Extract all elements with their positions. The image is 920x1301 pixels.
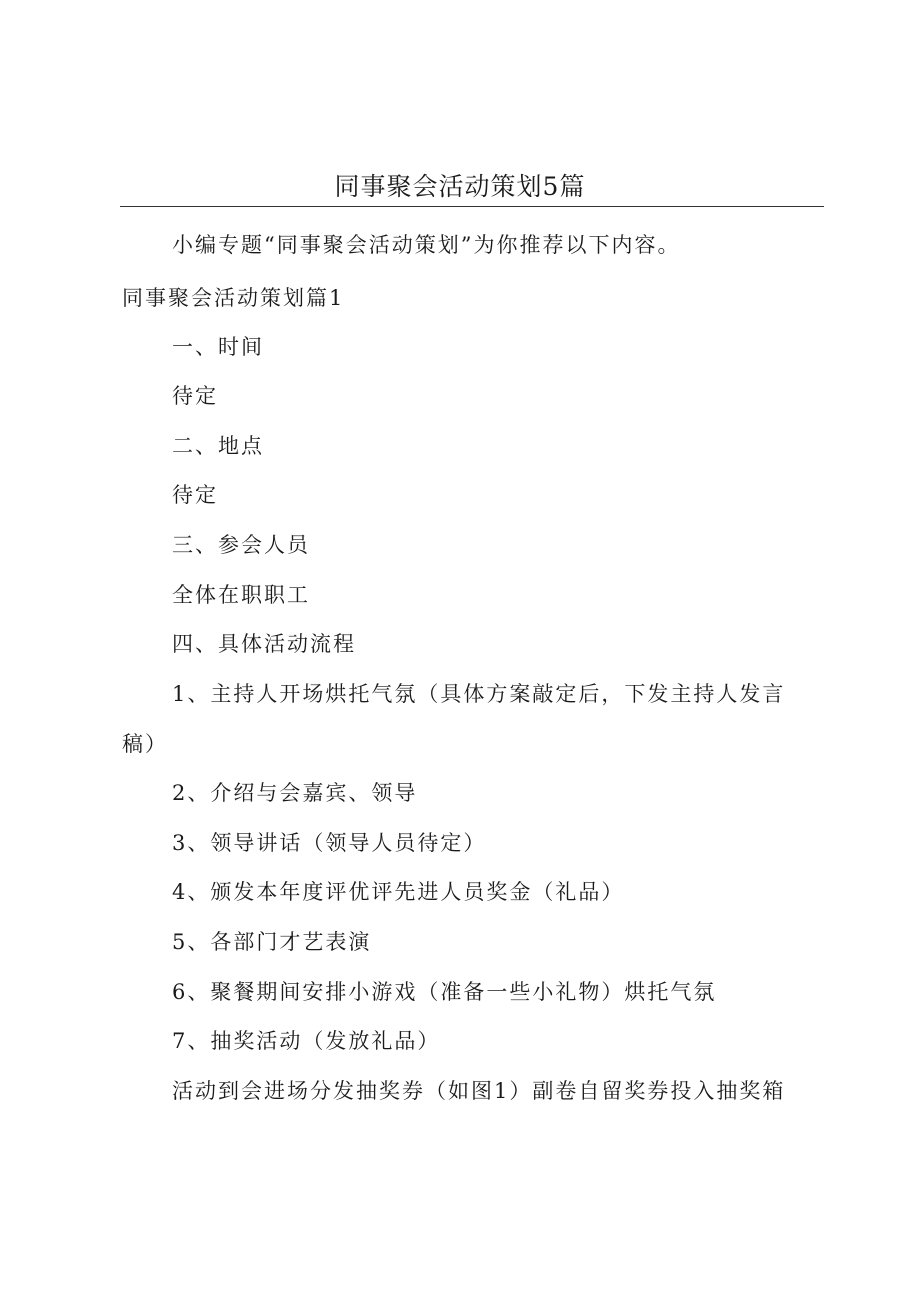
paragraph-time-value: 待定 [172,384,218,408]
title-underline [120,206,824,207]
paragraph-step-4: 4、颁发本年度评优评先进人员奖金（礼品） [172,880,625,904]
paragraph-step-1-continued: 稿） [122,732,168,756]
document-title: 同事聚会活动策划5篇 [334,172,586,201]
paragraph-step-2: 2、介绍与会嘉宾、领导 [172,781,418,805]
paragraph-attendees-heading: 三、参会人员 [172,533,310,557]
paragraph-step-1: 1、主持人开场烘托气氛（具体方案敲定后，下发主持人发言 [172,682,786,706]
paragraph-location-heading: 二、地点 [172,434,264,458]
paragraph-step-3: 3、领导讲话（领导人员待定） [172,831,487,855]
paragraph-lottery-details: 活动到会进场分发抽奖券（如图1）副卷自留奖券投入抽奖箱 [172,1079,786,1103]
paragraph-step-6: 6、聚餐期间安排小游戏（准备一些小礼物）烘托气氛 [172,980,717,1004]
paragraph-step-5: 5、各部门才艺表演 [172,930,372,954]
intro-paragraph: 小编专题“同事聚会活动策划”为你推荐以下内容。 [172,233,681,257]
paragraph-time-heading: 一、时间 [172,335,264,359]
paragraph-attendees-value: 全体在职职工 [172,583,310,607]
paragraph-process-heading: 四、具体活动流程 [172,632,356,656]
section-heading: 同事聚会活动策划篇1 [122,286,345,310]
paragraph-step-7: 7、抽奖活动（发放礼品） [172,1029,441,1053]
paragraph-location-value: 待定 [172,483,218,507]
